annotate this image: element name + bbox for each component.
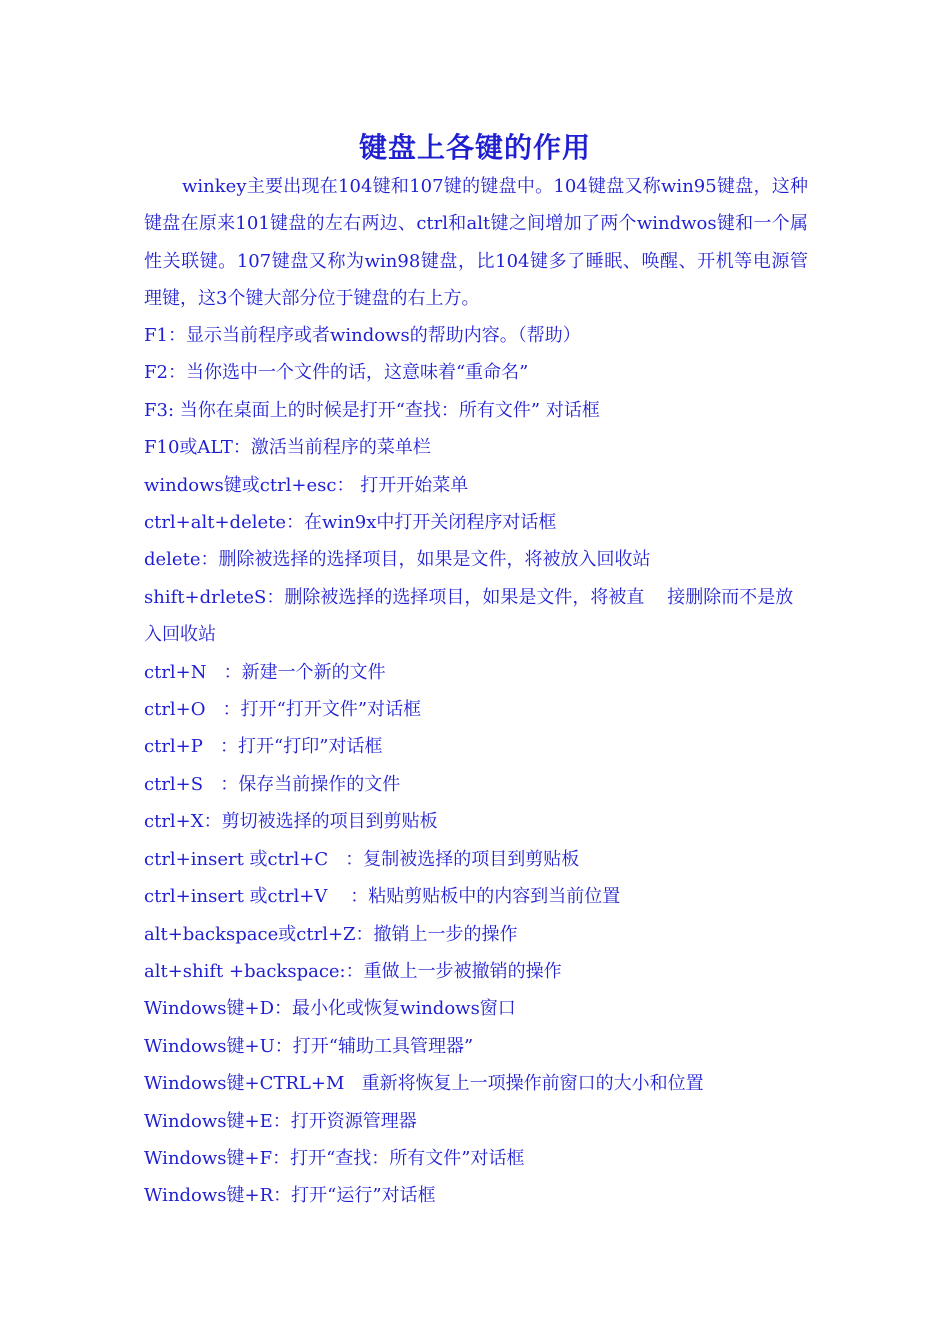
shortcut-item: F2：当你选中一个文件的话，这意味着“重命名”: [144, 362, 529, 384]
shortcut-item: F10或ALT：激活当前程序的菜单栏: [144, 437, 431, 459]
shortcut-item: Windows键+E：打开资源管理器: [144, 1110, 417, 1132]
shortcut-item: ctrl+P ：打开“打印”对话框: [144, 736, 383, 758]
shortcut-item: alt+backspace或ctrl+Z：撤销上一步的操作: [144, 923, 518, 945]
shortcut-item: ctrl+O ：打开“打开文件”对话框: [144, 699, 422, 721]
shortcut-item: ctrl+N ：新建一个新的文件: [144, 661, 386, 683]
shortcut-item: alt+shift +backspace:：重做上一步被撤销的操作: [144, 960, 562, 982]
shortcut-item: F1：显示当前程序或者windows的帮助内容。（帮助）: [144, 325, 581, 346]
shortcut-item: windows键或ctrl+esc： 打开开始菜单: [144, 474, 469, 496]
shortcut-item: Windows键+R：打开“运行”对话框: [144, 1185, 436, 1207]
shortcut-item: Windows键+D：最小化或恢复windows窗口: [144, 998, 516, 1020]
shortcut-item: delete：删除被选择的选择项目，如果是文件，将被放入回收站: [144, 549, 651, 571]
shortcut-list: [144, 317, 808, 1215]
shortcut-item: ctrl+X：剪切被选择的项目到剪贴板: [144, 811, 438, 833]
intro-paragraph: winkey主要出现在104键和107键的键盘中。104键盘又称win95键盘，这种键盘在原来101键盘的左右两边、ctrl和alt键之间增加了两个windwos键和一个属性关联键。107键盘又称为win98键盘，比104键多了睡眠、唤醒、开机等电源管理键，这3个键大部分位于键盘的右上方。: [144, 176, 808, 310]
shortcut-item: F3: 当你在桌面上的时候是打开“查找：所有文件” 对话框: [144, 399, 600, 421]
shortcut-item: Windows键+F：打开“查找：所有文件”对话框: [144, 1147, 525, 1169]
shortcut-item: Windows键+CTRL+M 重新将恢复上一项操作前窗口的大小和位置: [144, 1073, 704, 1095]
shortcut-item: ctrl+S ：保存当前操作的文件: [144, 773, 401, 795]
shortcut-item: shift+drleteS：删除被选择的选择项目，如果是文件，将被直 接删除而不是放入回收站: [144, 586, 794, 646]
shortcut-item: ctrl+insert 或ctrl+C ：复制被选择的项目到剪贴板: [144, 848, 580, 870]
shortcut-item: Windows键+U：打开“辅助工具管理器”: [144, 1035, 474, 1057]
shortcut-item: ctrl+insert 或ctrl+V ：粘贴剪贴板中的内容到当前位置: [144, 886, 621, 908]
shortcut-item: ctrl+alt+delete：在win9x中打开关闭程序对话框: [144, 512, 557, 534]
page-title: 键盘上各键的作用: [358, 131, 591, 164]
